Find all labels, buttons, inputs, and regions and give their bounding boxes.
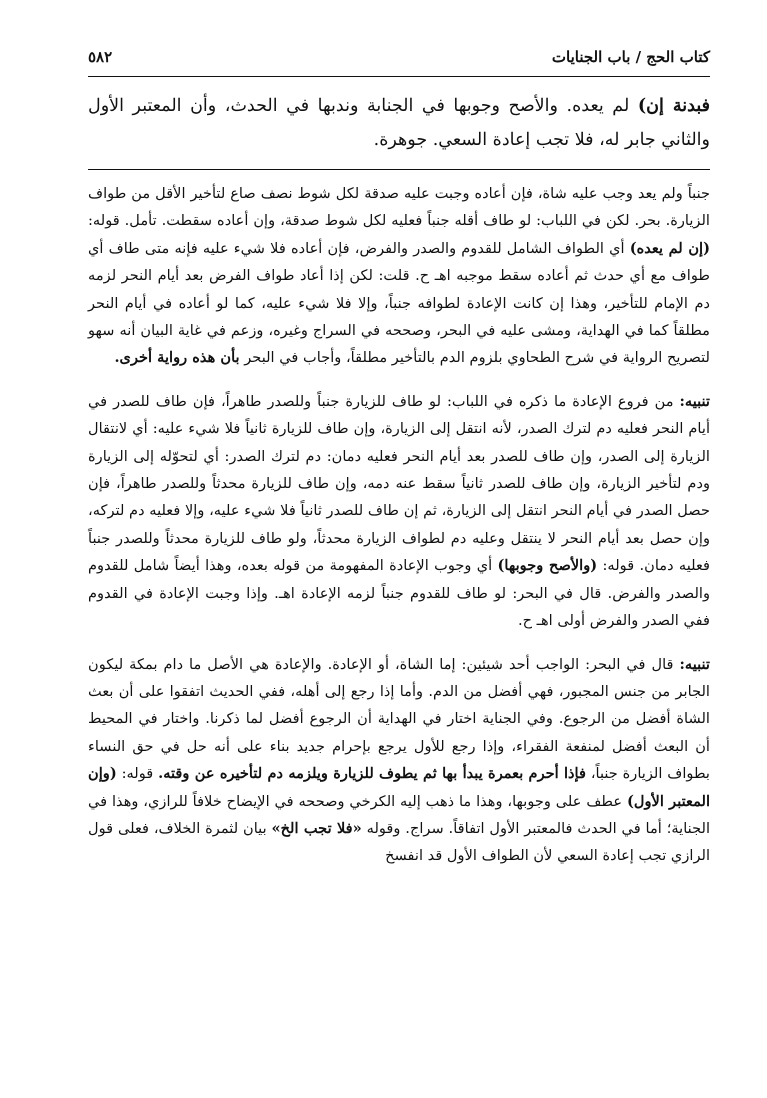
book-title: كتاب الحج / باب الجنايات — [551, 48, 710, 66]
commentary-3-text-a: قال في البحر: الواجب أحد شيئين: إما الشاة، أو الإعادة. والإعادة هي الأصل ما دام بمكة ليكون الجابر من جنس المجبور، فهي أفضل من الدم. وأما إذا رجع إلى أهله، ففي الحديث اتفقوا على أن بعث الشاة أفضل من الرجوع. وفي الجناية اختار في الهداية أن الرجوع أفضل لما ذكرنا. واختار في المحيط أن البعث أفضل لمنفعة الفقراء، وإذا رجع للأول يرجع بإحرام جديد بناء على أنه حل في حق النساء بطواف الزيارة جنباً، — [88, 655, 710, 783]
page-header — [88, 36, 710, 77]
page-number: ٥٨٢ — [88, 48, 113, 66]
commentary — [88, 180, 710, 870]
commentary-2-quote-a: (والأصح وجوبها) — [497, 557, 598, 575]
commentary-1-quote-b: بأن هذه رواية أخرى. — [114, 349, 240, 367]
main-text-body: لم يعده. والأصح وجوبها في الجنابة وندبها في الحدث، وأن المعتبر الأول والثاني جابر له، فلا تجب إعادة السعي. جوهرة. — [88, 96, 710, 150]
commentary-paragraph-1 — [88, 180, 710, 372]
main-text — [88, 89, 710, 157]
commentary-1-text-a: جنباً ولم يعد وجب عليه شاة، فإن أعاده وجبت عليه صدقة لكل شوط نصف صاع لتأخير الأقل من طواف الزيارة. بحر. لكن في اللباب: لو طاف أقله جنباً فعليه لكل شوط صدقة، وإن أعاده سقطت. تأمل. قوله: — [88, 185, 710, 230]
commentary-3-text-d: بيان لثمرة الخلاف، فعلى قول الرازي تجب إعادة السعي لأن الطواف الأول قد انفسخ — [88, 819, 710, 865]
commentary-3-quote-a: فإذا أحرم بعمرة يبدأ بها ثم يطوف للزيارة ويلزمه دم لتأخيره عن وقته. — [158, 765, 586, 783]
commentary-3-text-c: عطف على وجوبها، وهذا ما ذهب إليه الكرخي وصححه في الإيضاح خلافاً للرازي، وهذا في الجناية؛ أما في الحدث فالمعتبر الأول اتفاقاً. سراج. وقوله — [88, 792, 711, 837]
commentary-2-text-a: من فروع الإعادة ما ذكره في اللباب: لو طاف للزيارة جنباً وللصدر طاهراً، فإن طاف للصدر في أيام النحر فعليه دم لترك الصدر، لأنه انتقل إلى الزيارة، وإن طاف للزيارة ثانياً فلا شيء عليه: أي لانتقال الزيارة إلى الصدر، وإن طاف للصدر بعد أيام النحر فعليه دمان: دم لترك الصدر: أي لتحوّله إلى الزيارة ودم لتأخير الزيارة، وإن طاف للصدر ثانياً سقط عنه دمه، وإن طاف للزيارة محدثاً وللصدر طاهراً، فإن حصل الصدر في أيام النحر انتقل إلى الزيارة، ثم إن طاف للصدر ثانياً فلا شيء عليه، وإلا فعليه دم لتركه، وإن حصل بعد أيام النحر لا ينتقل وعليه دم لطواف الزيارة محدثاً، ولو طاف للزيارة محدثاً وللصدر جنباً فعليه دمان. قوله: — [88, 392, 710, 575]
commentary-paragraph-3 — [88, 651, 710, 870]
text-separator — [88, 169, 710, 170]
commentary-2-text-b: أي وجوب الإعادة المفهومة من قوله بعده، وهذا أيضاً شامل للقدوم والصدر والفرض. قال في البحر: لو طاف للقدوم جنباً لزمه الإعادة اهـ. وإذا وجبت الإعادة في القدوم ففي الصدر والفرض أولى اهـ ح. — [88, 557, 710, 630]
commentary-3-text-b: قوله: — [116, 765, 159, 783]
commentary-2-lead: تنبيه: — [679, 392, 710, 410]
commentary-3-quote-c: «فلا تجب الخ» — [271, 819, 362, 837]
commentary-paragraph-2 — [88, 388, 710, 635]
commentary-3-lead: تنبيه: — [679, 655, 710, 673]
commentary-1-quote-a: (إن لم يعده) — [629, 239, 710, 257]
main-text-lead: فبدنة إن) — [637, 96, 711, 116]
book-page — [88, 36, 710, 1086]
commentary-3-quote-b: (وإن المعتبر الأول) — [88, 765, 711, 810]
commentary-1-text-b: أي الطواف الشامل للقدوم والصدر والفرض، فإن أعاده فلا شيء عليه فإنه متى طاف أي طواف مع أي حدث ثم أعاده سقط موجبه اهـ ح. قلت: لكن إذا أعاد طواف الفرض بعد أيام النحر لزمه دم الإمام للتأخير، وهذا إن كانت الإعادة لطوافه جنباً، وإلا فلا شيء عليه، كما لو أعاده في أيام النحر مطلقاً كما في الهداية، ومشى عليه في البحر، وصححه في السراج وغيره، وزعم في غاية البيان أنه سهو لتصريح الرواية في شرح الطحاوي بلزوم الدم بالتأخير مطلقاً، وأجاب في البحر — [88, 239, 710, 367]
